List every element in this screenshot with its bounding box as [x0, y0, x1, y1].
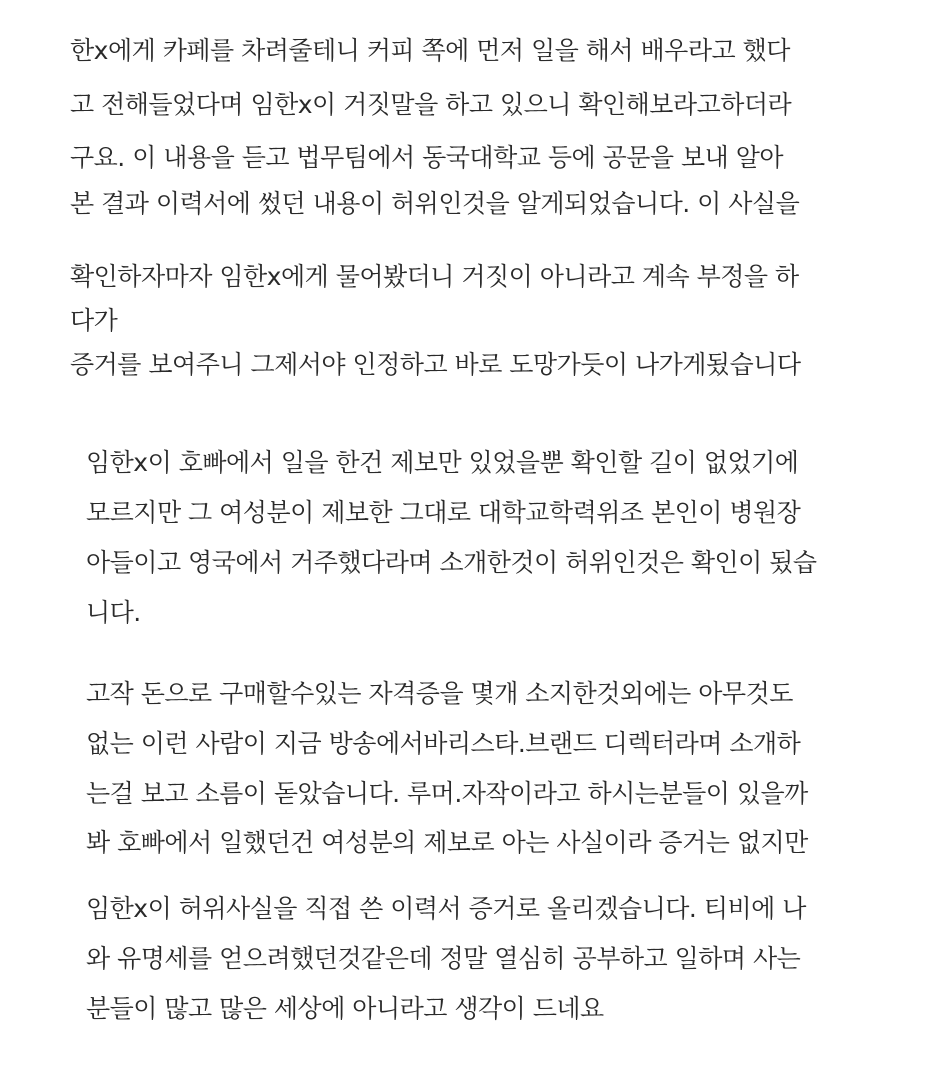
text-line: 고작 돈으로 구매할수있는 자격증을 몇개 소지한것외에는 아무것도 — [86, 679, 793, 708]
text-line: 증거를 보여주니 그제서야 인정하고 바로 도망가듯이 나가게됬습니다 — [70, 350, 801, 379]
text-line: 없는 이런 사람이 지금 방송에서바리스타.브랜드 디렉터라며 소개하 — [86, 729, 801, 758]
text-line: 아들이고 영국에서 거주했다라며 소개한것이 허위인것은 확인이 됬습 — [86, 548, 817, 577]
text-line: 다가 — [70, 306, 118, 335]
text-line: 는걸 보고 소름이 돋았습니다. 루머.자작이라고 하시는분들이 있을까 — [86, 779, 808, 808]
text-line: 고 전해들었다며 임한x이 거짓말을 하고 있으니 확인해보라고하더라 — [70, 90, 792, 119]
text-line: 구요. 이 내용을 듣고 법무팀에서 동국대학교 등에 공문을 보내 알아 — [70, 143, 784, 172]
text-line: 분들이 많고 많은 세상에 아니라고 생각이 드네요 — [86, 994, 604, 1023]
text-line: 니다. — [86, 598, 141, 627]
text-line: 한x에게 카페를 차려줄테니 커피 쪽에 먼저 일을 해서 배우라고 했다 — [70, 36, 790, 65]
text-line: 모르지만 그 여성분이 제보한 그대로 대학교학력위조 본인이 병원장 — [86, 498, 801, 527]
text-line: 임한x이 허위사실을 직접 쓴 이력서 증거로 올리겠습니다. 티비에 나 — [86, 894, 806, 923]
text-line: 확인하자마자 임한x에게 물어봤더니 거짓이 아니라고 계속 부정을 하 — [70, 262, 799, 291]
text-line: 임한x이 호빠에서 일을 한건 제보만 있었을뿐 확인할 길이 없었기에 — [86, 448, 799, 477]
text-line: 와 유명세를 얻으려했던것같은데 정말 열심히 공부하고 일하며 사는 — [86, 944, 801, 973]
text-line: 봐 호빠에서 일했던건 여성분의 제보로 아는 사실이라 증거는 없지만 — [86, 828, 808, 857]
text-line: 본 결과 이력서에 썼던 내용이 허위인것을 알게되었습니다. 이 사실을 — [70, 189, 800, 218]
